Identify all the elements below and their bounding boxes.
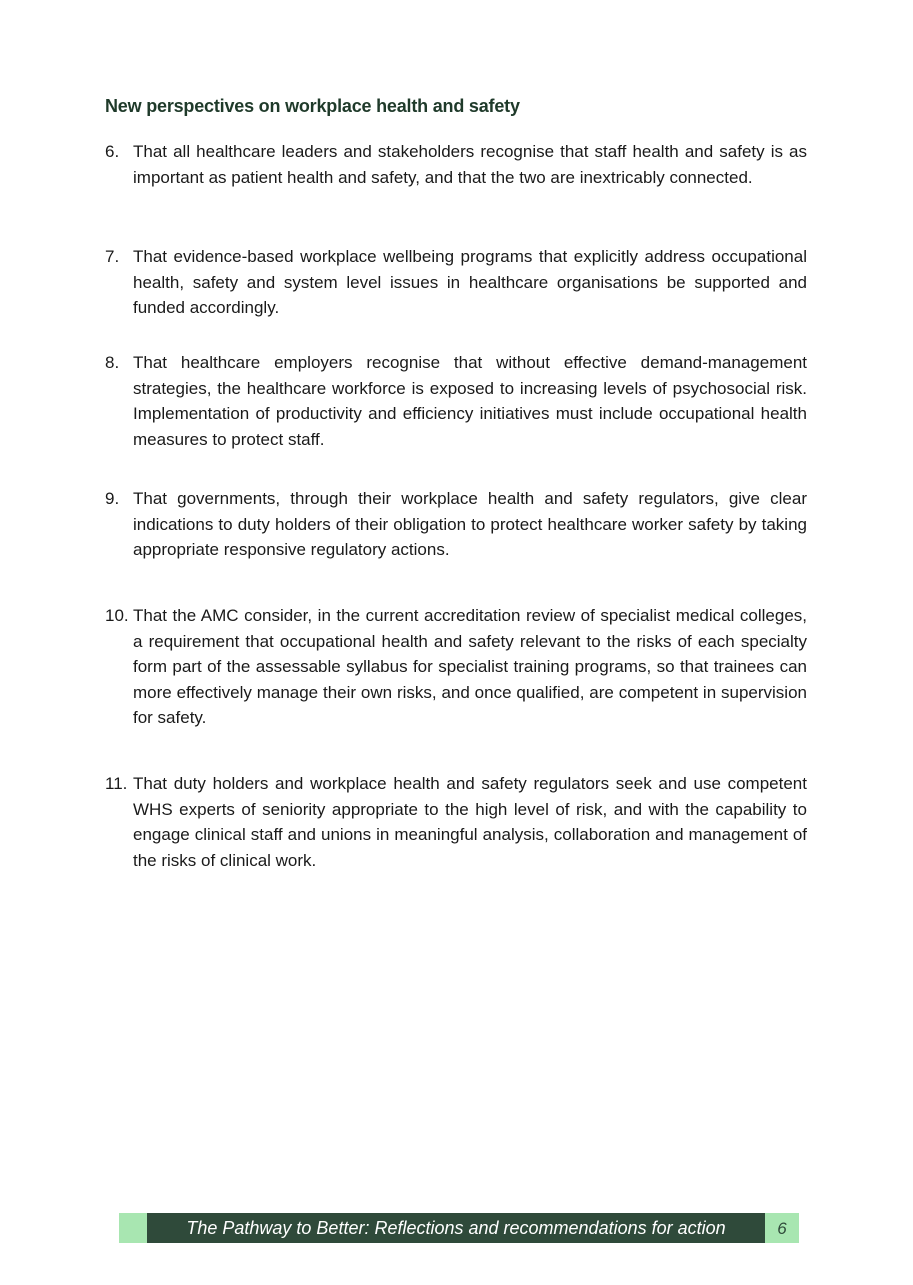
footer-accent-tab: [119, 1213, 147, 1243]
recommendation-item: [105, 244, 807, 321]
recommendation-text: That evidence-based workplace wellbeing programs that explicitly address occupational health, safety and system level issues in healthcare organisations be supported and funded accordingly.: [133, 247, 807, 318]
recommendation-item: [105, 350, 807, 452]
recommendation-text: That healthcare employers recognise that without effective demand-management strategies, the healthcare workforce is exposed to increasing levels of psychosocial risk. Implementation of productivity and efficiency initiatives must include occupational health measures to protect staff.: [133, 353, 807, 449]
recommendation-number: 7.: [105, 247, 120, 266]
recommendation-number: 10.: [105, 606, 129, 625]
recommendation-text: That governments, through their workplace health and safety regulators, give clear indications to duty holders of their obligation to protect healthcare worker safety by taking appropriate responsive regulatory actions.: [133, 489, 807, 560]
recommendation-number: 11.: [105, 774, 128, 793]
recommendation-item: [105, 486, 807, 563]
recommendation-item: [105, 771, 807, 873]
section-heading: New perspectives on workplace health and safety: [105, 96, 520, 116]
page-footer: [119, 1213, 799, 1243]
footer-title: The Pathway to Better: Reflections and recommendations for action: [186, 1218, 726, 1238]
recommendation-number: 9.: [105, 489, 120, 508]
footer-title-bar: [147, 1213, 765, 1243]
recommendation-text: That all healthcare leaders and stakeholders recognise that staff health and safety is as important as patient health and safety, and that the two are inextricably connected.: [133, 142, 807, 187]
recommendation-number: 6.: [105, 142, 120, 161]
recommendation-item: [105, 603, 807, 731]
recommendation-number: 8.: [105, 353, 120, 372]
page-number: 6: [765, 1213, 799, 1243]
recommendation-item: [105, 139, 807, 190]
recommendation-text: That duty holders and workplace health and safety regulators seek and use competent WHS experts of seniority appropriate to the high level of risk, and with the capability to engage clinical staff and unions in meaningful analysis, collaboration and management of the risks of clinical work.: [133, 774, 807, 870]
recommendation-text: That the AMC consider, in the current accreditation review of specialist medical colleges, a requirement that occupational health and safety relevant to the risks of each specialty form part of the assessable syllabus for specialist training programs, so that trainees can more effectively manage their own risks, and once qualified, are competent in supervision for safety.: [133, 606, 807, 728]
